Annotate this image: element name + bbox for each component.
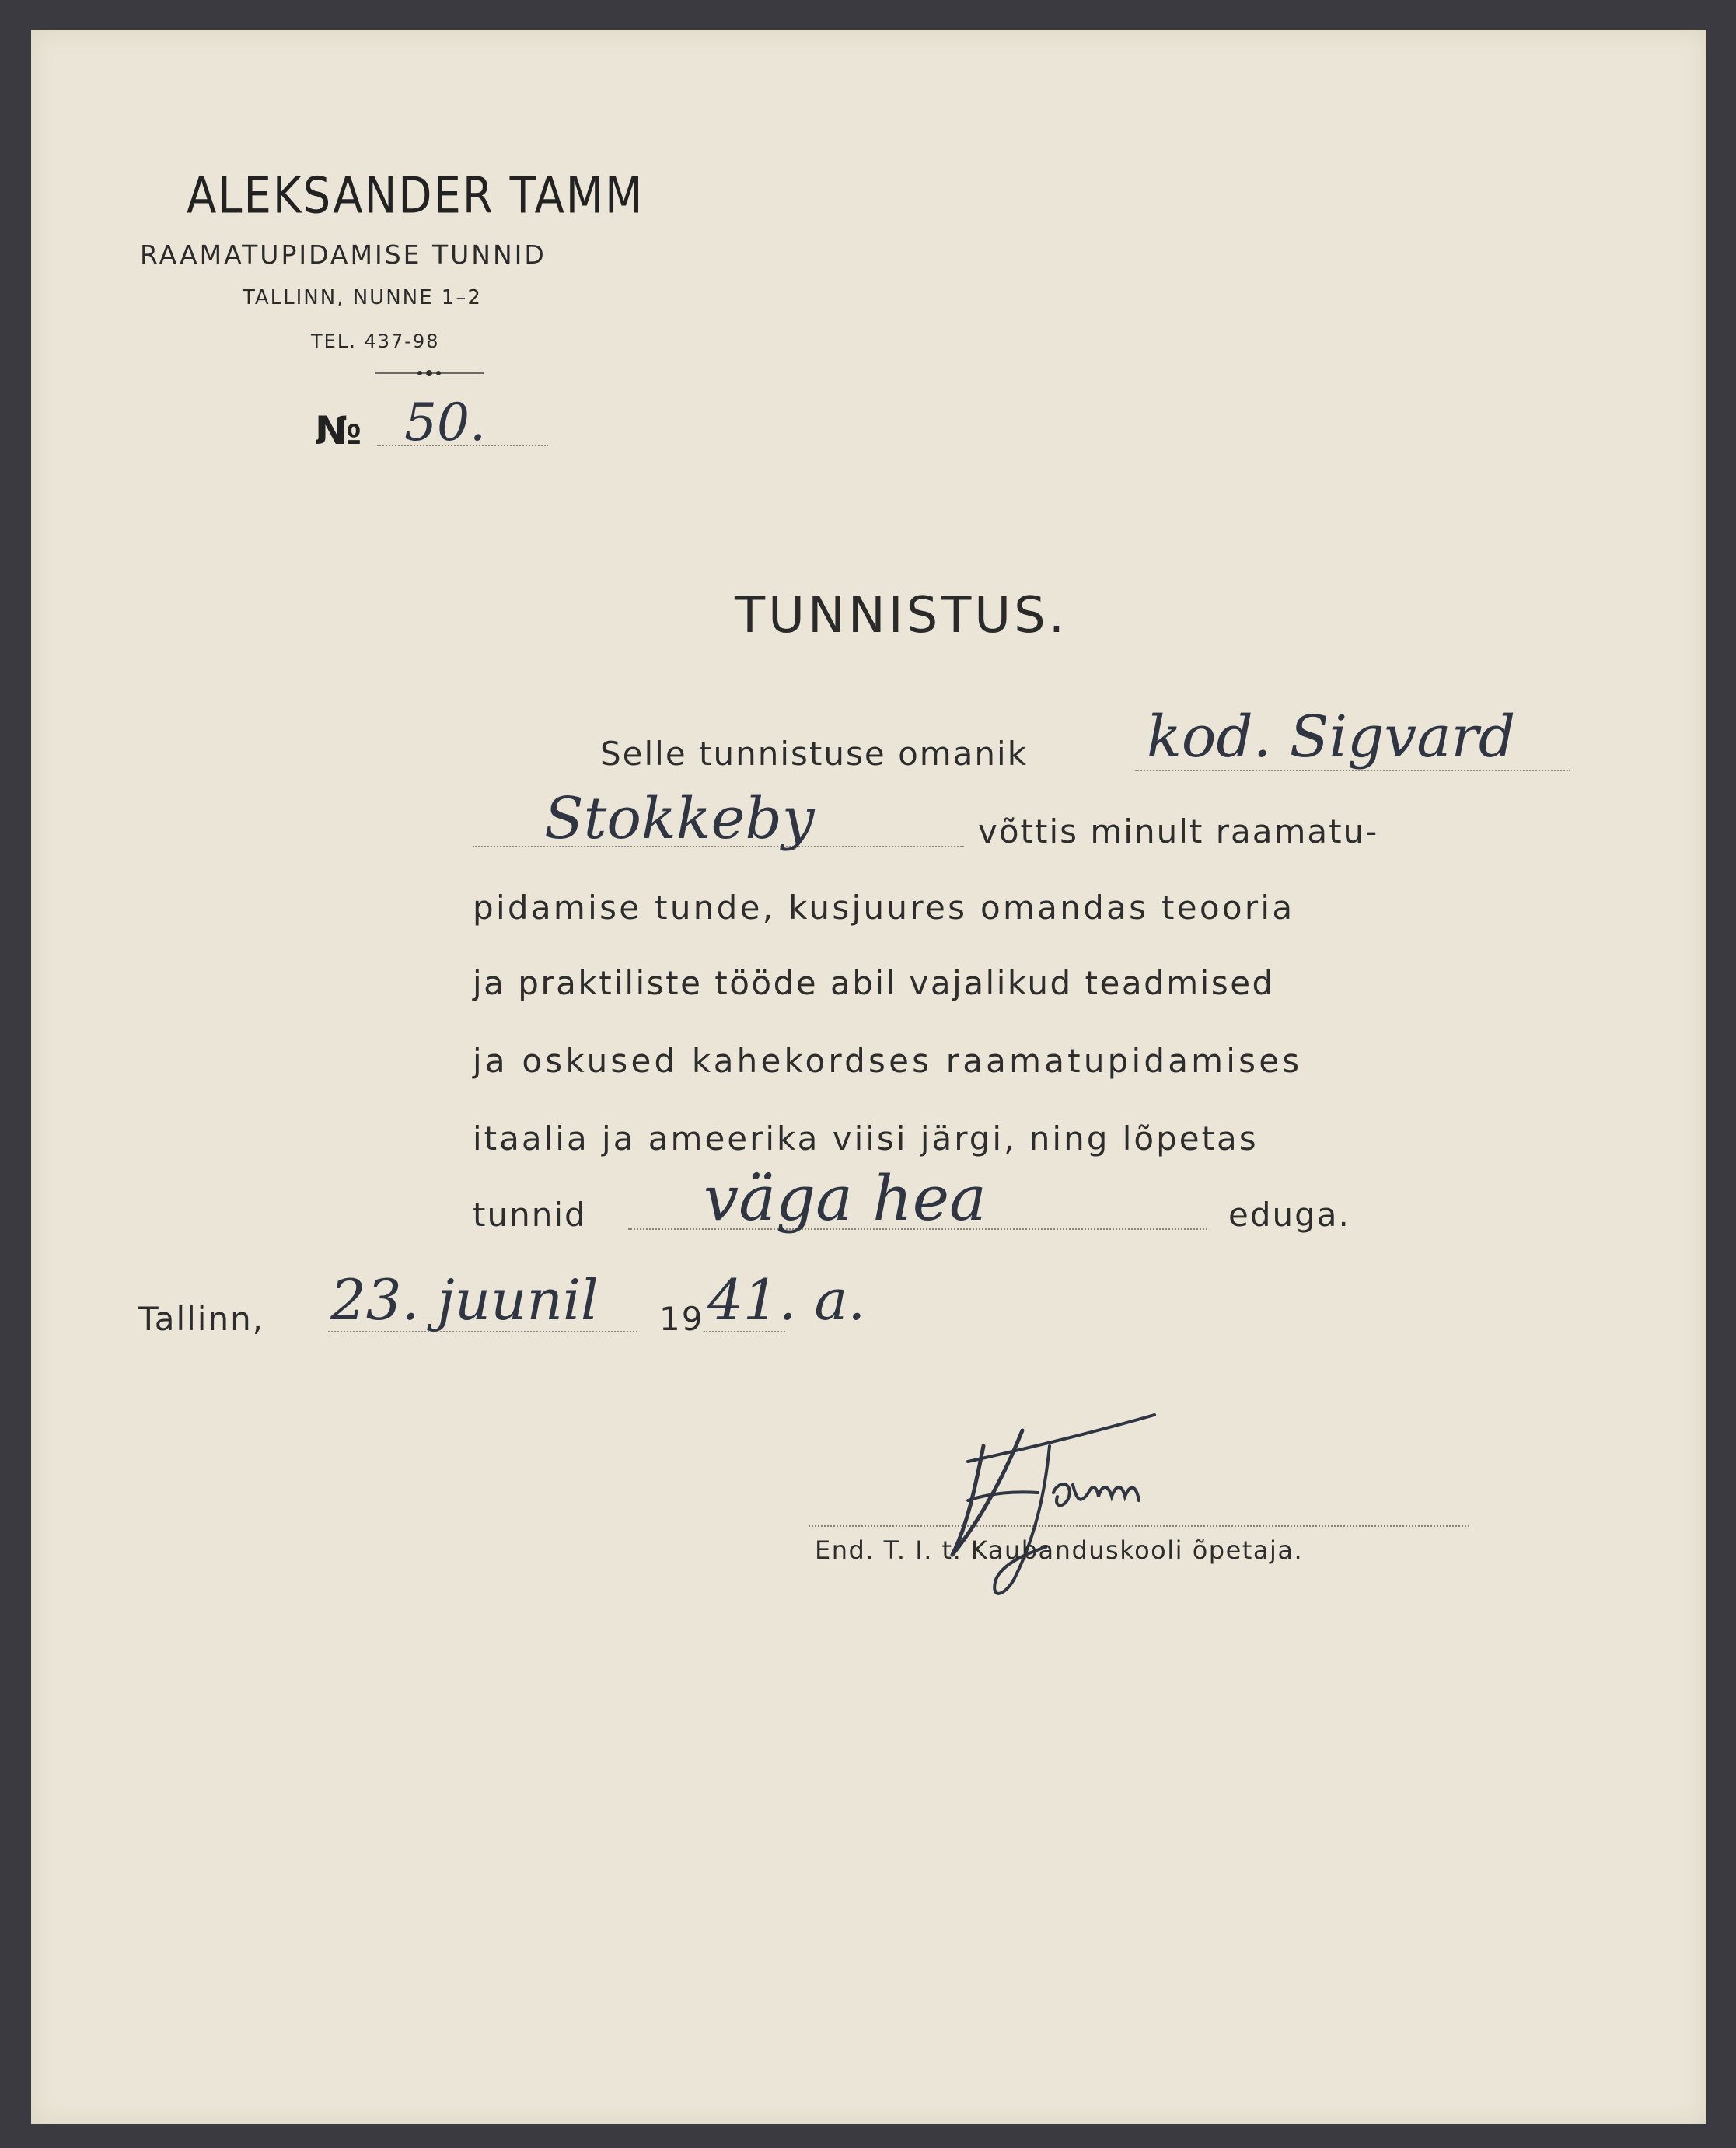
handwritten-signature: [921, 1399, 1201, 1617]
letterhead-subtitle: RAAMATUPIDAMISE TUNNID: [140, 239, 547, 270]
letterhead-phone: TEL. 437-98: [311, 330, 440, 352]
date-year-suffix: 41. a.: [707, 1267, 866, 1332]
body-line7-suffix: eduga.: [1228, 1196, 1350, 1234]
letterhead-name: ALEKSANDER TAMM: [187, 167, 644, 225]
date-place: Tallinn,: [138, 1300, 265, 1338]
body-line5: ja oskused kahekordses raamatupidamises: [473, 1042, 1303, 1080]
letterhead-address: TALLINN, NUNNE 1–2: [243, 286, 482, 309]
body-line2-suffix: võttis minult raamatu-: [978, 812, 1379, 850]
date-day-month: 23. juunil: [330, 1267, 599, 1332]
grade-value: väga hea: [704, 1162, 987, 1235]
body-line4: ja praktiliste tööde abil vajalikud teadmised: [473, 964, 1275, 1002]
owner-name-part2: Stokkeby: [544, 785, 815, 852]
body-line1-prefix: Selle tunnistuse omanik: [600, 735, 1029, 773]
number-value: 50.: [404, 393, 486, 452]
owner-name-part1: kod. Sigvard: [1147, 704, 1516, 770]
body-line3: pidamise tunde, kusjuures omandas teooria: [473, 889, 1295, 927]
signer-role: End. T. I. t. Kaubanduskooli õpetaja.: [815, 1535, 1304, 1565]
document-title: TUNNISTUS.: [735, 587, 1068, 644]
body-line7-prefix: tunnid: [473, 1196, 587, 1234]
number-label: №: [315, 408, 362, 453]
date-year-prefix: 19: [659, 1300, 704, 1338]
body-line6: itaalia ja ameerika viisi järgi, ning lõpetas: [473, 1119, 1259, 1158]
ornament-divider: [375, 365, 484, 381]
